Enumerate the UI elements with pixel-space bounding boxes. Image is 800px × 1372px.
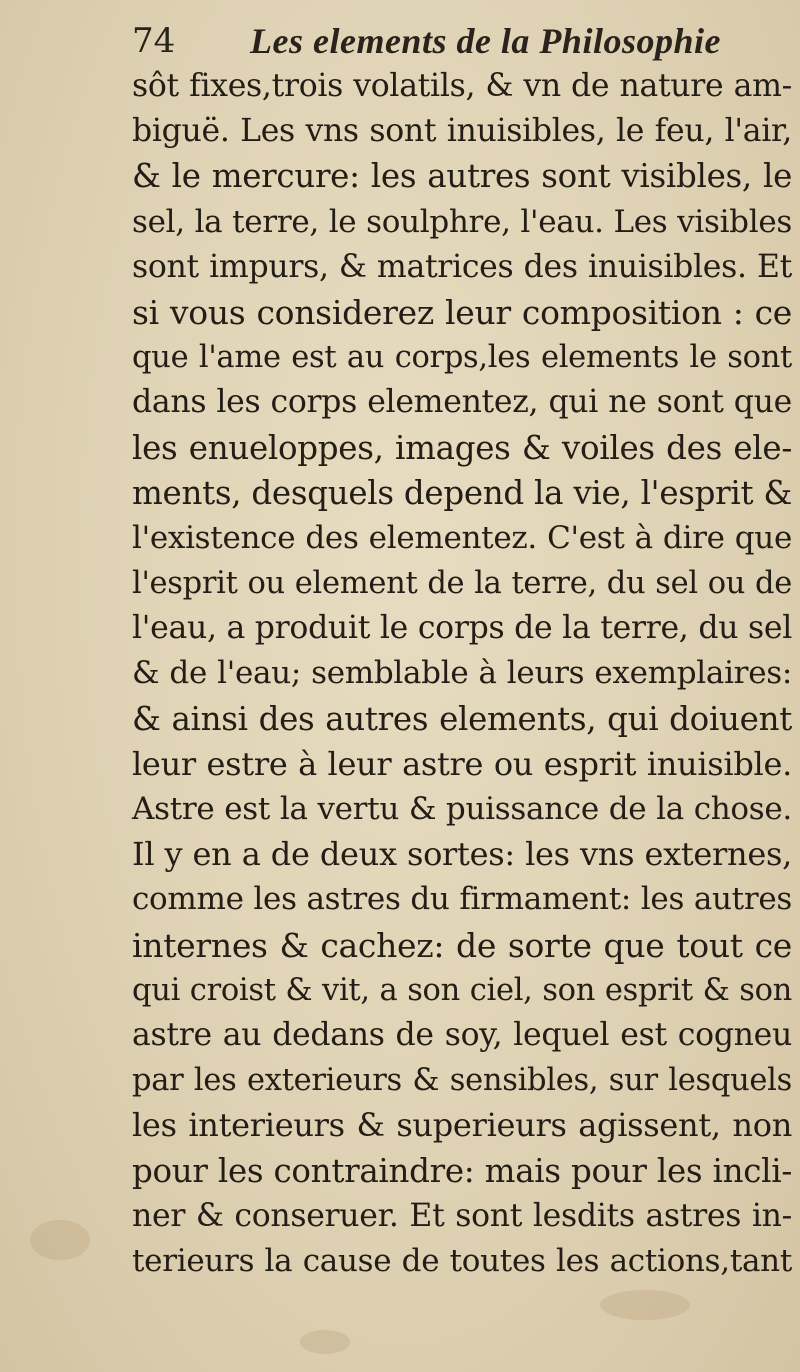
text-line: l'eau, a produit le corps de la terre, du sel — [132, 610, 792, 647]
page-number: 74 — [132, 21, 176, 61]
paper-stain — [600, 1290, 690, 1320]
text-line: sel, la terre, le soulphre, l'eau. Les visibles — [132, 203, 792, 240]
text-line: sont impurs, & matrices des inuisibles. Et — [132, 248, 792, 285]
text-line: & ainsi des autres elements, qui doiuent — [132, 699, 792, 738]
paper-stain — [300, 1330, 350, 1354]
running-title: Les elements de la Philosophie — [250, 21, 721, 61]
text-line: dans les corps elementez, qui ne sont que — [132, 384, 792, 421]
paper-stain — [30, 1220, 90, 1260]
text-line: internes & cachez: de sorte que tout ce — [132, 925, 792, 965]
text-line: biguë. Les vns sont inuisibles, le feu, l'air, — [132, 113, 792, 150]
text-line: ner & conseruer. Et sont lesdits astres in- — [132, 1197, 792, 1234]
text-line: comme les astres du firmament: les autres — [132, 881, 792, 918]
text-line: l'esprit ou element de la terre, du sel ou de — [132, 566, 792, 602]
text-line: Astre est la vertu & puissance de la chose. — [132, 791, 792, 827]
text-line: & le mercure: les autres sont visibles, le — [132, 157, 792, 196]
text-line: les interieurs & superieurs agissent, non — [132, 1106, 792, 1145]
text-line: que l'ame est au corps,les elements le sont — [132, 340, 792, 376]
text-line: & de l'eau; semblable à leurs exemplaires: — [132, 655, 792, 692]
text-line: l'existence des elementez. C'est à dire que — [132, 519, 792, 556]
text-line: ments, desquels depend la vie, l'esprit & — [132, 473, 792, 512]
text-line: si vous considerez leur composition : ce — [132, 292, 792, 332]
text-line: terieurs la cause de toutes les actions,tant — [132, 1242, 792, 1279]
text-line: pour les contraindre: mais pour les incli- — [132, 1151, 792, 1190]
text-line: qui croist & vit, a son ciel, son esprit & son — [132, 972, 792, 1008]
text-line: leur estre à leur astre ou esprit inuisible. — [132, 744, 792, 783]
text-line: Il y en a de deux sortes: les vns externes, — [132, 835, 792, 874]
body-text — [132, 64, 792, 1284]
text-line: astre au dedans de soy, lequel est cogneu — [132, 1016, 792, 1053]
page-header — [132, 18, 772, 64]
text-line: par les exterieurs & sensibles, sur lesquels — [132, 1063, 792, 1099]
text-line: les enueloppes, images & voiles des ele- — [132, 428, 792, 467]
text-line: sôt fixes,trois volatils, & vn de nature am- — [132, 68, 792, 104]
